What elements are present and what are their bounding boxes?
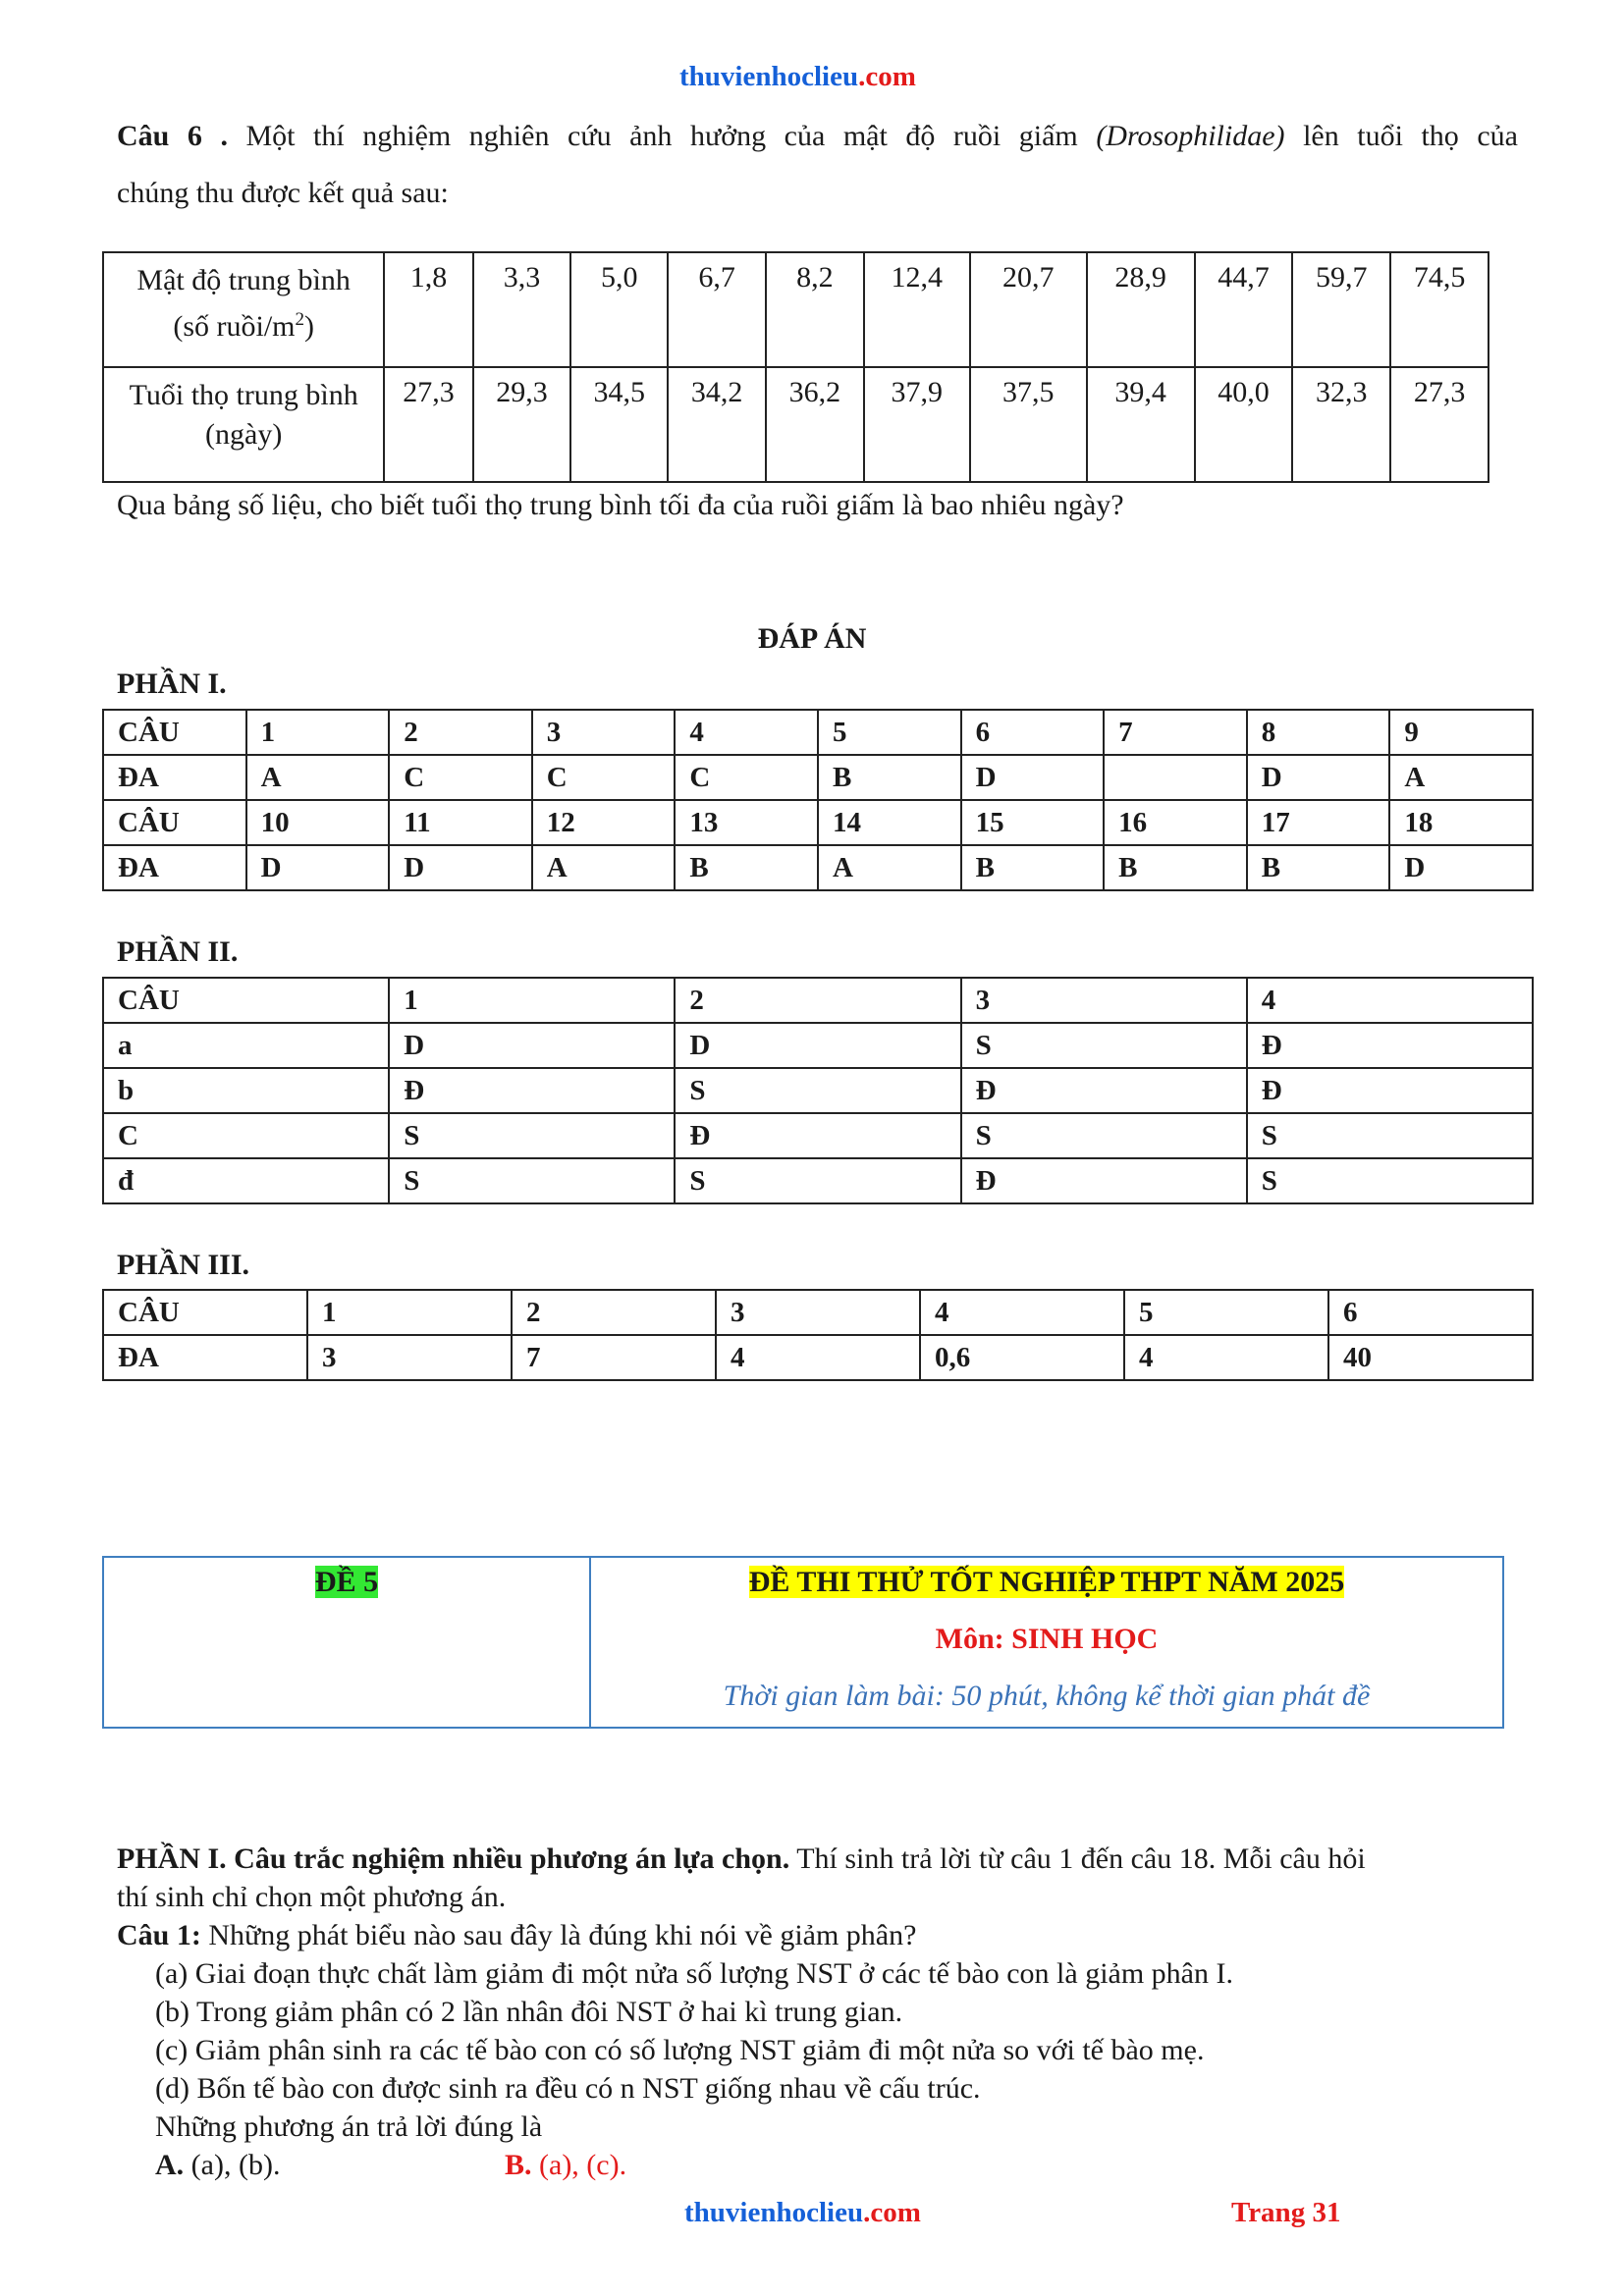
table-row: [103, 978, 1533, 1023]
table-row: [103, 800, 1533, 845]
row-header-cell: CÂU: [103, 978, 389, 1023]
site-domain: .com: [858, 61, 916, 92]
table-cell: 74,5: [1390, 252, 1489, 367]
question6-label: Câu 6 .: [117, 120, 228, 152]
answer-cell: 40: [1328, 1335, 1533, 1380]
table-row: [103, 710, 1533, 755]
table-cell: 44,7: [1195, 252, 1293, 367]
answer-cell: C: [389, 755, 532, 800]
answer-cell: S: [961, 1113, 1247, 1158]
question1-stem: [117, 1916, 916, 1954]
part2-answer-table: [102, 977, 1534, 1204]
answer-cell: 1: [246, 710, 390, 755]
table-cell: 40,0: [1195, 367, 1293, 482]
table-cell: 37,5: [970, 367, 1087, 482]
answer-cell: A: [1389, 755, 1533, 800]
answer-cell: C: [532, 755, 676, 800]
answer-cell: 1: [389, 978, 675, 1023]
answer-cell: A: [246, 755, 390, 800]
table-cell: 27,3: [1390, 367, 1489, 482]
answer-cell: 7: [512, 1335, 716, 1380]
section1-heading-rest: Thí sinh trả lời từ câu 1 đến câu 18. Mỗi câu hỏi: [789, 1842, 1366, 1875]
density-lifespan-table: [102, 251, 1489, 483]
part1-heading: PHẦN I.: [117, 667, 227, 700]
option-b-label: B.: [505, 2149, 532, 2181]
answer-cell: 3: [716, 1290, 920, 1335]
table-cell: 8,2: [766, 252, 864, 367]
exam-code-cell: [104, 1566, 589, 1599]
answer-cell: 11: [389, 800, 532, 845]
unit-superscript: 2: [295, 309, 304, 330]
answer-cell: 3: [532, 710, 676, 755]
table-row: [103, 1290, 1533, 1335]
row-label-density-line2: (số ruồi/m: [173, 310, 296, 343]
table-row-lifespan: [103, 367, 1489, 482]
answer-cell: 13: [675, 800, 818, 845]
answer-cell: B: [1104, 845, 1247, 890]
table-cell: 37,9: [864, 367, 970, 482]
row-label-lifespan: [103, 367, 384, 482]
answer-cell: 9: [1389, 710, 1533, 755]
answer-cell: S: [961, 1023, 1247, 1068]
answer-cell: 8: [1247, 710, 1390, 755]
table-row: [103, 1158, 1533, 1203]
answer-cell: Đ: [961, 1158, 1247, 1203]
question1-text: Những phát biểu nào sau đây là đúng khi nói về giảm phân?: [200, 1919, 917, 1951]
part3-answer-table: [102, 1289, 1534, 1381]
table-cell: 20,7: [970, 252, 1087, 367]
row-header-cell: ĐA: [103, 1335, 307, 1380]
question1-prompt: Những phương án trả lời đúng là: [155, 2110, 543, 2143]
answer-cell: S: [389, 1158, 675, 1203]
question6-species: (Drosophilidae): [1096, 120, 1285, 152]
answer-cell: 2: [512, 1290, 716, 1335]
table-row: [103, 1335, 1533, 1380]
answer-cell: B: [1247, 845, 1390, 890]
exam-time: Thời gian làm bài: 50 phút, không kể thời gian phát đề: [723, 1680, 1371, 1712]
row-label-lifespan-line2: (ngày): [205, 418, 283, 451]
answer-key-title: ĐÁP ÁN: [757, 622, 867, 655]
row-label-density: [103, 252, 384, 367]
answer-cell: 4: [675, 710, 818, 755]
table-cell: 1,8: [384, 252, 472, 367]
answer-cell: 16: [1104, 800, 1247, 845]
section1-heading: [117, 1840, 1518, 1916]
row-label-lifespan-line1: Tuổi thọ trung bình: [129, 379, 358, 411]
answer-cell: Đ: [1247, 1023, 1533, 1068]
question1-options: [155, 2146, 1233, 2184]
exam-subject: Môn: SINH HỌC: [935, 1623, 1159, 1655]
section1-heading-line2: thí sinh chỉ chọn một phương án.: [117, 1881, 507, 1913]
answer-cell: 2: [389, 710, 532, 755]
answer-cell: D: [389, 1023, 675, 1068]
table-row-density: [103, 252, 1489, 367]
answer-cell: Đ: [389, 1068, 675, 1113]
table-cell: 32,3: [1292, 367, 1390, 482]
answer-cell: 4: [716, 1335, 920, 1380]
footer-site-domain: .com: [863, 2197, 921, 2228]
answer-cell: 3: [961, 978, 1247, 1023]
table-cell: 29,3: [473, 367, 571, 482]
answer-cell: A: [532, 845, 676, 890]
answer-cell: B: [961, 845, 1105, 890]
option-a: [155, 2146, 280, 2184]
answer-cell: S: [1247, 1113, 1533, 1158]
answer-cell: 14: [818, 800, 961, 845]
statement-c: (c) Giảm phân sinh ra các tế bào con có số lượng NST giảm đi một nửa so với tế bào mẹ.: [155, 2034, 1205, 2066]
answer-cell: D: [961, 755, 1105, 800]
table-cell: 34,2: [668, 367, 766, 482]
header-site-logo: [679, 61, 916, 93]
option-b: [505, 2146, 626, 2184]
table-cell: 39,4: [1087, 367, 1195, 482]
statement-a: (a) Giai đoạn thực chất làm giảm đi một nửa số lượng NST ở các tế bào con là giảm phân I.: [155, 1957, 1233, 1990]
footer-site-name: thuvienhoclieu: [684, 2197, 864, 2228]
part1-answer-table: [102, 709, 1534, 891]
row-header-cell: CÂU: [103, 710, 246, 755]
answer-cell: S: [389, 1113, 675, 1158]
answer-cell: 10: [246, 800, 390, 845]
row-label-density-line1: Mật độ trung bình: [136, 264, 351, 296]
exam-title-wrap: [591, 1566, 1502, 1623]
part3-heading: PHẦN III.: [117, 1249, 250, 1281]
table-row: [103, 845, 1533, 890]
answer-cell: 7: [1104, 710, 1247, 755]
table-cell: 34,5: [570, 367, 668, 482]
table-cell: 36,2: [766, 367, 864, 482]
table-row: [103, 755, 1533, 800]
answer-cell: 6: [961, 710, 1105, 755]
page-number: Trang 31: [1231, 2197, 1341, 2228]
answer-cell: A: [818, 845, 961, 890]
row-header-cell: a: [103, 1023, 389, 1068]
option-a-label: A.: [155, 2149, 185, 2181]
table-cell: 27,3: [384, 367, 472, 482]
answer-cell: 18: [1389, 800, 1533, 845]
question1-label: Câu 1:: [117, 1919, 201, 1951]
site-name: thuvienhoclieu: [679, 61, 859, 92]
answer-cell: 0,6: [920, 1335, 1124, 1380]
row-header-cell: b: [103, 1068, 389, 1113]
part2-heading: PHẦN II.: [117, 935, 239, 968]
row-header-cell: CÂU: [103, 1290, 307, 1335]
option-a-text: (a), (b).: [184, 2149, 281, 2181]
answer-cell: S: [1247, 1158, 1533, 1203]
answer-cell: 4: [920, 1290, 1124, 1335]
answer-cell: D: [1389, 845, 1533, 890]
question6-text: [117, 108, 1518, 165]
table-cell: 3,3: [473, 252, 571, 367]
row-header-cell: đ: [103, 1158, 389, 1203]
question1-statements: [155, 1954, 1233, 2184]
section1-heading-bold: PHẦN I. Câu trắc nghiệm nhiều phương án lựa chọn.: [117, 1842, 790, 1875]
answer-cell: 1: [307, 1290, 512, 1335]
row-label-density-close: ): [304, 310, 314, 343]
table-row: [103, 1023, 1533, 1068]
answer-cell: S: [675, 1158, 960, 1203]
question6-question: Qua bảng số liệu, cho biết tuổi thọ trung bình tối đa của ruồi giấm là bao nhiêu ngày?: [117, 489, 1124, 521]
option-b-text: (a), (c).: [531, 2149, 627, 2181]
exam-code: ĐỀ 5: [314, 1566, 379, 1598]
answer-cell: 2: [675, 978, 960, 1023]
answer-cell: 5: [818, 710, 961, 755]
table-row: [103, 1113, 1533, 1158]
answer-cell: D: [246, 845, 390, 890]
row-header-cell: ĐA: [103, 845, 246, 890]
row-header-cell: C: [103, 1113, 389, 1158]
answer-cell: [1104, 755, 1247, 800]
table-cell: 28,9: [1087, 252, 1195, 367]
table-cell: 59,7: [1292, 252, 1390, 367]
statement-d: (d) Bốn tế bào con được sinh ra đều có n NST giống nhau về cấu trúc.: [155, 2072, 981, 2105]
footer-site-logo: [684, 2197, 921, 2229]
answer-cell: 3: [307, 1335, 512, 1380]
answer-cell: D: [389, 845, 532, 890]
table-cell: 6,7: [668, 252, 766, 367]
answer-cell: B: [818, 755, 961, 800]
answer-cell: 5: [1124, 1290, 1328, 1335]
table-cell: 5,0: [570, 252, 668, 367]
question6-text-after: lên tuổi thọ của: [1303, 120, 1518, 152]
answer-cell: C: [675, 755, 818, 800]
answer-cell: 15: [961, 800, 1105, 845]
answer-cell: B: [675, 845, 818, 890]
answer-cell: D: [675, 1023, 960, 1068]
question6-text-before: Một thí nghiệm nghiên cứu ảnh hưởng của mật độ ruồi giấm: [245, 120, 1078, 152]
row-header-cell: CÂU: [103, 800, 246, 845]
question6-line2: chúng thu được kết quả sau:: [117, 177, 449, 209]
answer-cell: Đ: [961, 1068, 1247, 1113]
answer-cell: Đ: [675, 1113, 960, 1158]
answer-cell: S: [675, 1068, 960, 1113]
answer-cell: 4: [1124, 1335, 1328, 1380]
answer-cell: 6: [1328, 1290, 1533, 1335]
row-header-cell: ĐA: [103, 755, 246, 800]
table-cell: 12,4: [864, 252, 970, 367]
answer-cell: D: [1247, 755, 1390, 800]
exam-title-cell: [591, 1566, 1502, 1713]
answer-cell: Đ: [1247, 1068, 1533, 1113]
table-row: [103, 1068, 1533, 1113]
answer-cell: 12: [532, 800, 676, 845]
exam-header-box: [102, 1556, 1504, 1729]
answer-cell: 4: [1247, 978, 1533, 1023]
exam-title: ĐỀ THI THỬ TỐT NGHIỆP THPT NĂM 2025: [748, 1566, 1345, 1598]
answer-cell: 17: [1247, 800, 1390, 845]
statement-b: (b) Trong giảm phân có 2 lần nhân đôi NST ở hai kì trung gian.: [155, 1996, 903, 2028]
